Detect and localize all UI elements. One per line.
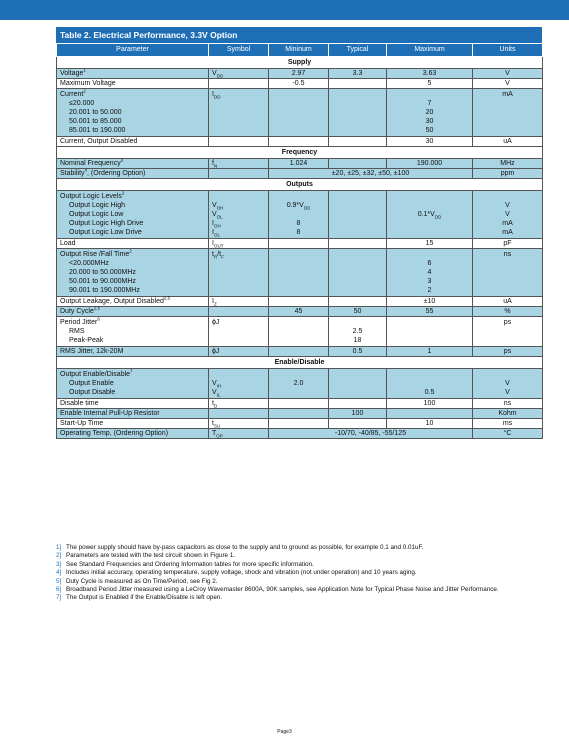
table-row: Enable Internal Pull-Up Resistor 100 Kohm xyxy=(57,409,543,419)
header-minimum: Mininum xyxy=(269,44,329,57)
footnote: 1] The power supply should have by-pass capacitors as close to the supply and to ground as possible, for example 0.1 and 0.01uF. xyxy=(56,544,424,551)
header-maximum: Maximum xyxy=(387,44,473,57)
table-title: Table 2. Electrical Performance, 3.3V Option xyxy=(56,27,542,43)
table-row: Period Jitter$^6$ RMS Peak-Peak ϕJ 2.5 18 ps xyxy=(57,317,543,347)
footnotes xyxy=(56,544,556,603)
table-row: Maximum Voltage -0.5 5 V xyxy=(57,79,543,89)
table-row: Nominal Frequency$^3$ $f_N$ 1.024 190.000 MHz xyxy=(57,159,543,169)
table-row: Voltage$^1$ $V_{DD}$ 2.97 3.3 3.63 V xyxy=(57,69,543,79)
table-row: Current$^2$ ≤20.000 20.001 to 50.000 50.001 to 85.000 85.001 to 190.000 $I_{DD}$ 7 20 30 50 mA xyxy=(57,89,543,137)
table-row: Output Leakage, Output Disabled$^{2,5}$ $I_Z$ ±10 uA xyxy=(57,297,543,307)
table-row: Current, Output Disabled 30 uA xyxy=(57,137,543,147)
electrical-performance-table xyxy=(56,27,542,439)
section-outputs: Outputs xyxy=(57,179,543,191)
table-row: Output Enable/Disable$^7$ Output Enable Output Disable $V_{IH}$ $V_{IL}$ 2.0 0.5 V V xyxy=(57,369,543,399)
section-frequency: Frequency xyxy=(57,147,543,159)
footnote: 4] Includes initial accuracy, operating temperature, supply voltage, shock and vibration (not under operation) and 10 years aging. xyxy=(56,569,417,577)
header-typical: Typical xyxy=(329,44,387,57)
table-row: Load $I_{OUT}$ 15 pF xyxy=(57,239,543,249)
page-number: Page3 xyxy=(277,729,292,735)
table-row: Duty Cycle$^{2,5}$ 45 50 55 % xyxy=(57,307,543,317)
table-row: Output Rise /Fall Time$^2$ <20.000MHz 20.000 to 50.000MHz 50.001 to 90.000MHz 90.001 to 190.000MHz $t_R/t_F$ 6 4 3 2 ns xyxy=(57,249,543,297)
section-enable-disable: Enable/Disable xyxy=(57,357,543,369)
table-row: RMS Jitter, 12k-20M ϕJ 0.5 1 ps xyxy=(57,347,543,357)
footnote: 3] See Standard Frequencies and Ordering Information tables for more specific information. xyxy=(56,560,314,568)
table-row: Operating Temp, (Ordering Option) $T_{OP}$ -10/70, -40/85, -55/125 °C xyxy=(57,429,543,439)
footnote: 2] Parameters are tested with the test circuit shown in Figure 1. xyxy=(56,552,236,560)
footnote: 7] The Output is Enabled if the Enable/Disable is left open. xyxy=(56,594,223,602)
top-banner xyxy=(0,0,569,20)
header-symbol: Symbol xyxy=(209,44,269,57)
table-row: Stability$^4$, (Ordering Option) ±20, ±25, ±32, ±50, ±100 ppm xyxy=(57,169,543,179)
header-row xyxy=(57,44,543,57)
table-row: Output Logic Levels$^2$ Output Logic High Output Logic Low Output Logic High Drive Output Logic Low Drive $V_{OH}$ $V_{OL}$ $I_{OH}$ $I_{OL}$ $0.9*V_{DD}$ 8 8 $0.1*V_{DD}$ V V mA mA xyxy=(57,191,543,239)
section-supply: Supply xyxy=(57,57,543,69)
table-row: Start-Up Time $t_{SU}$ 10 ms xyxy=(57,419,543,429)
table-row: Disable time $t_D$ 100 ns xyxy=(57,399,543,409)
footnote: 5] Duty Cycle is measured as On Time/Period, see Fig 2. xyxy=(56,577,218,585)
header-units: Units xyxy=(473,44,543,57)
footnote: 6] Broadband Period Jitter measured using a LeCroy Wavemaster 8600A, 90K samples, see Application Note for Typical Phase Noise and Jitter Performance. xyxy=(56,586,499,594)
header-parameter: Parameter xyxy=(57,44,209,57)
